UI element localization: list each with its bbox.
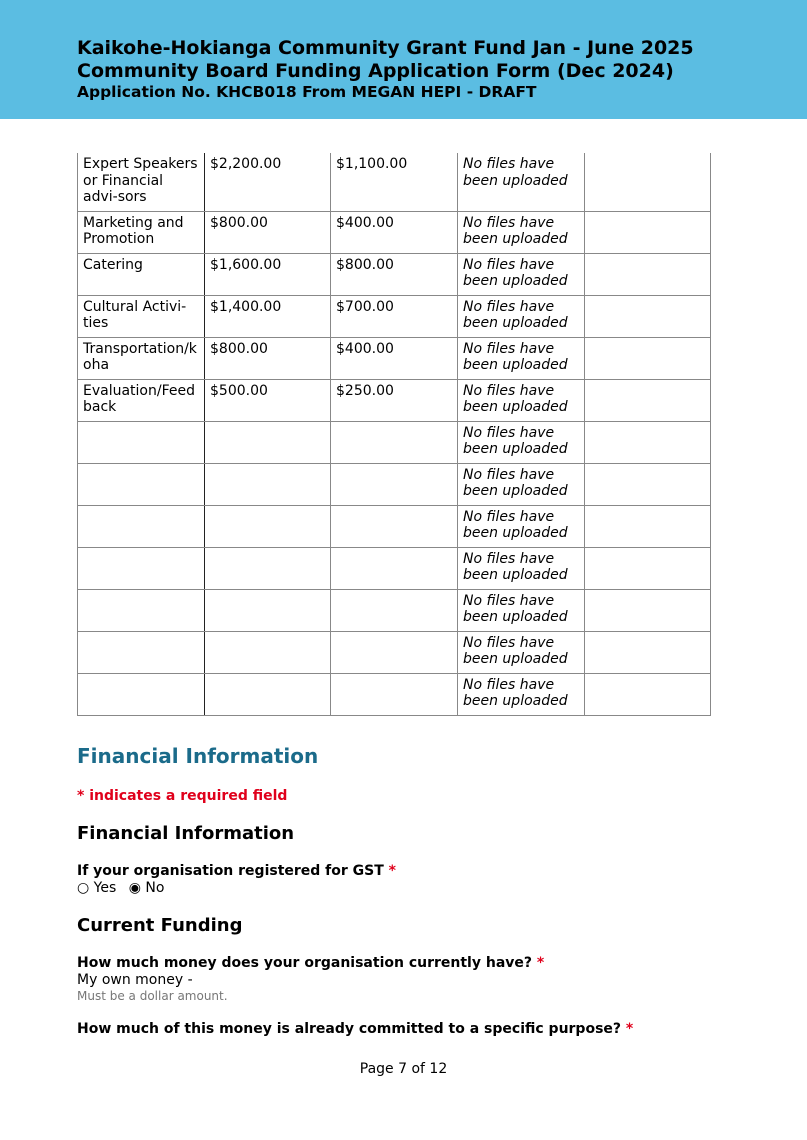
total-cost-cell [205,589,331,631]
gst-radio-yes[interactable] [77,880,116,896]
gst-radio-no-label: No [145,880,165,896]
quote-files-cell: No files have been uploaded [458,153,585,211]
amount-requested-cell: $700.00 [331,295,458,337]
gst-radio-group [77,880,164,896]
amount-requested-cell [331,547,458,589]
quote-files-cell: No files have been uploaded [458,211,585,253]
notes-cell [585,153,711,211]
money-question-label [77,955,544,971]
gst-radio-no[interactable] [129,880,165,896]
notes-cell [585,337,711,379]
notes-cell [585,589,711,631]
quote-files-cell: No files have been uploaded [458,463,585,505]
gst-radio-yes-label: Yes [93,880,117,896]
quote-files-cell: No files have been uploaded [458,631,585,673]
amount-requested-cell [331,673,458,715]
budget-row [78,631,711,673]
committed-question-text: How much of this money is already committed to a specific purpose? [77,1021,622,1037]
amount-requested-cell: $250.00 [331,379,458,421]
total-cost-cell: $800.00 [205,337,331,379]
quote-files-cell: No files have been uploaded [458,379,585,421]
quote-files-cell: No files have been uploaded [458,673,585,715]
money-question-text: How much money does your organisation currently have? [77,955,533,971]
quote-files-cell: No files have been uploaded [458,421,585,463]
budget-row [78,463,711,505]
notes-cell [585,631,711,673]
notes-cell [585,673,711,715]
budget-row [78,589,711,631]
subheading-financial-information: Financial Information [77,823,295,844]
budget-item-cell: Cultural Activi-ties [78,295,205,337]
header-application-line: Application No. KHCB018 From MEGAN HEPI - DRAFT [77,83,537,101]
notes-cell [585,295,711,337]
notes-cell [585,211,711,253]
amount-requested-cell: $1,100.00 [331,153,458,211]
budget-row [78,379,711,421]
budget-row [78,153,711,211]
amount-requested-cell [331,589,458,631]
budget-item-cell [78,421,205,463]
budget-item-cell [78,505,205,547]
total-cost-cell [205,463,331,505]
notes-cell [585,379,711,421]
notes-cell [585,463,711,505]
budget-row [78,673,711,715]
total-cost-cell: $800.00 [205,211,331,253]
total-cost-cell [205,673,331,715]
gst-question-label [77,863,396,879]
section-title-financial-information: Financial Information [77,744,319,768]
required-asterisk: * [536,955,545,971]
quote-files-cell: No files have been uploaded [458,337,585,379]
budget-item-cell [78,463,205,505]
budget-item-cell: Catering [78,253,205,295]
budget-table-body [78,153,711,715]
quote-files-cell: No files have been uploaded [458,589,585,631]
budget-row [78,337,711,379]
header-title-line1: Kaikohe-Hokianga Community Grant Fund Jan - June 2025 [77,37,694,59]
money-hint-text: Must be a dollar amount. [77,989,228,1003]
money-answer-value: My own money - [77,972,193,988]
required-asterisk: * [625,1021,634,1037]
amount-requested-cell [331,421,458,463]
document-header [0,0,807,119]
budget-row [78,505,711,547]
budget-row [78,421,711,463]
budget-item-cell [78,547,205,589]
budget-row [78,211,711,253]
budget-item-cell: Transportation/k oha [78,337,205,379]
committed-question-label [77,1021,633,1037]
required-field-note: * indicates a required field [77,788,288,804]
budget-table [77,153,711,716]
required-asterisk: * [388,863,396,879]
total-cost-cell: $500.00 [205,379,331,421]
amount-requested-cell [331,463,458,505]
total-cost-cell [205,547,331,589]
amount-requested-cell [331,505,458,547]
amount-requested-cell [331,631,458,673]
budget-item-cell: Expert Speakers or Financial advi-sors [78,153,205,211]
budget-item-cell [78,673,205,715]
page-number: Page 7 of 12 [359,1061,448,1077]
budget-item-cell: Evaluation/Feed back [78,379,205,421]
amount-requested-cell: $400.00 [331,337,458,379]
budget-row [78,295,711,337]
notes-cell [585,253,711,295]
total-cost-cell: $1,400.00 [205,295,331,337]
quote-files-cell: No files have been uploaded [458,547,585,589]
radio-unselected-icon: ○ [77,880,90,896]
budget-row [78,547,711,589]
budget-row [78,253,711,295]
notes-cell [585,505,711,547]
total-cost-cell [205,505,331,547]
notes-cell [585,421,711,463]
radio-selected-icon: ◉ [128,880,141,896]
total-cost-cell [205,631,331,673]
budget-item-cell [78,589,205,631]
amount-requested-cell: $400.00 [331,211,458,253]
quote-files-cell: No files have been uploaded [458,253,585,295]
notes-cell [585,547,711,589]
budget-item-cell: Marketing and Promotion [78,211,205,253]
total-cost-cell [205,421,331,463]
budget-item-cell [78,631,205,673]
header-title-line2: Community Board Funding Application Form (Dec 2024) [77,60,674,82]
amount-requested-cell: $800.00 [331,253,458,295]
subheading-current-funding: Current Funding [77,915,243,936]
quote-files-cell: No files have been uploaded [458,505,585,547]
total-cost-cell: $2,200.00 [205,153,331,211]
total-cost-cell: $1,600.00 [205,253,331,295]
gst-question-text: If your organisation registered for GST [77,863,384,879]
quote-files-cell: No files have been uploaded [458,295,585,337]
